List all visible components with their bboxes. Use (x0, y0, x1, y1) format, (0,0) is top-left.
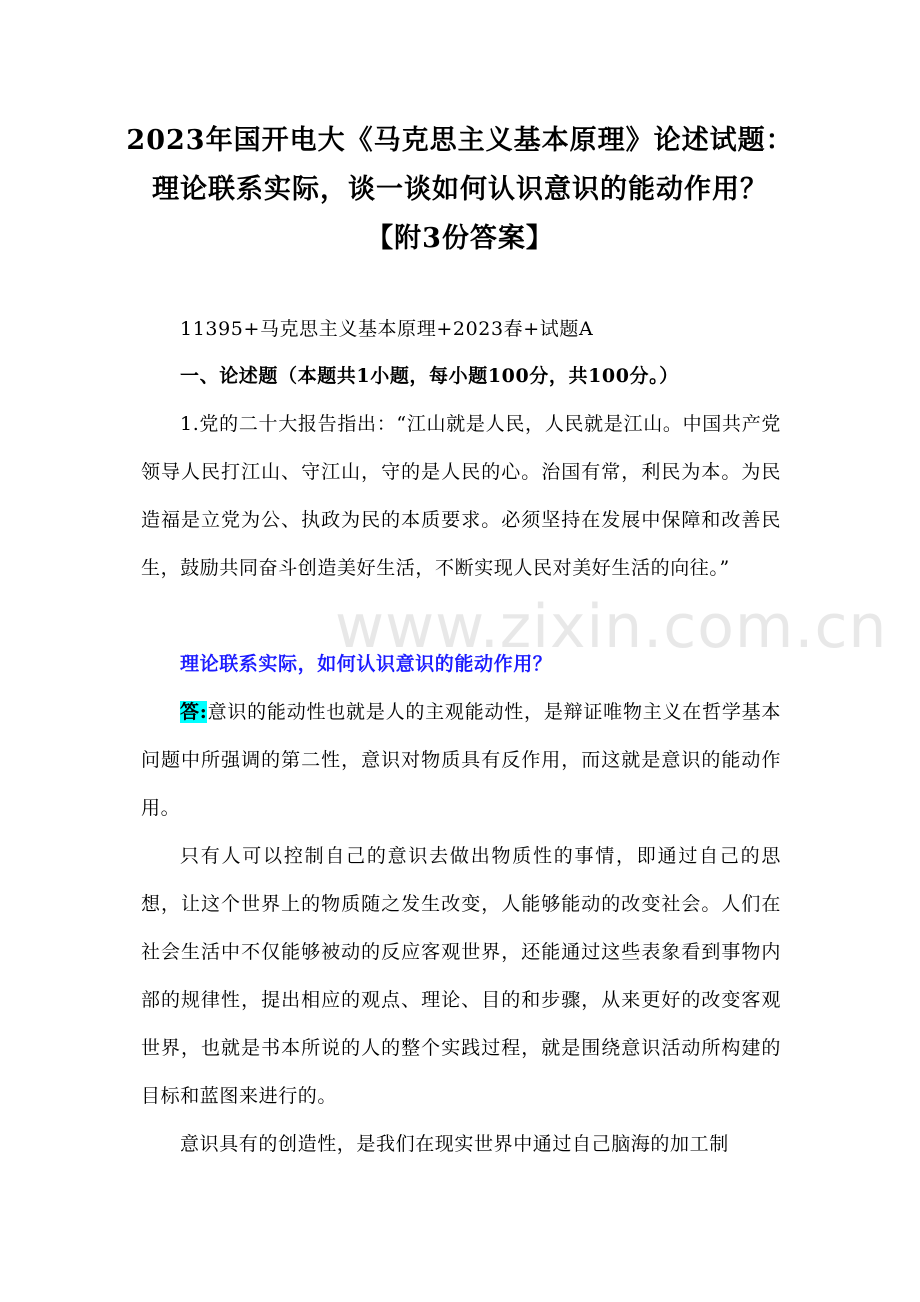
watermark: www.zixin.com.cn (335, 592, 888, 662)
answer-paragraph-2: 只有人可以控制自己的意识去做出物质性的事情，即通过自己的思想，让这个世界上的物质随之发生改变，人能够能动的改变社会。人们在社会生活中不仅能够被动的反应客观世界，还能通过这些表象看到事物内部的规律性，提出相应的观点、理论、目的和步骤，从来更好的改变客观世界，也就是书本所说的人的整个实践过程，就是围绕意识活动所构建的目标和蓝图来进行的。 (141, 845, 781, 1107)
section-heading: 一、论述题（本题共1小题，每小题100分，共100分。） (180, 365, 679, 387)
sub-question: 理论联系实际，如何认识意识的能动作用？ (180, 653, 553, 675)
document-title-line-2: 理论联系实际，谈一谈如何认识意识的能动作用？ (152, 174, 768, 205)
answer-paragraph-3: 意识具有的创造性，是我们在现实世界中通过自己脑海的加工制 (180, 1133, 729, 1155)
answer-paragraph-1 (141, 688, 781, 832)
answer-paragraph-1-text: 意识的能动性也就是人的主观能动性，是辩证唯物主义在哲学基本问题中所强调的第二性，意识对物质具有反作用，而这就是意识的能动作用。 (141, 701, 782, 819)
document-title-line-1: 2023年国开电大《马克思主义基本原理》论述试题： (126, 125, 794, 156)
question-text: 1.党的二十大报告指出：“江山就是人民，人民就是江山。中国共产党领导人民打江山、守江山，守的是人民的心。治国有常，利民为本。为民造福是立党为公、执政为民的本质要求。必须坚持在发展中保障和改善民生，鼓励共同奋斗创造美好生活，不断实现人民对美好生活的向往。” (141, 413, 781, 579)
answer-label: 答: (180, 701, 208, 723)
exam-code: 11395+马克思主义基本原理+2023春+试题A (180, 318, 594, 340)
document-title-line-3: 【附3份答案】 (366, 223, 554, 254)
